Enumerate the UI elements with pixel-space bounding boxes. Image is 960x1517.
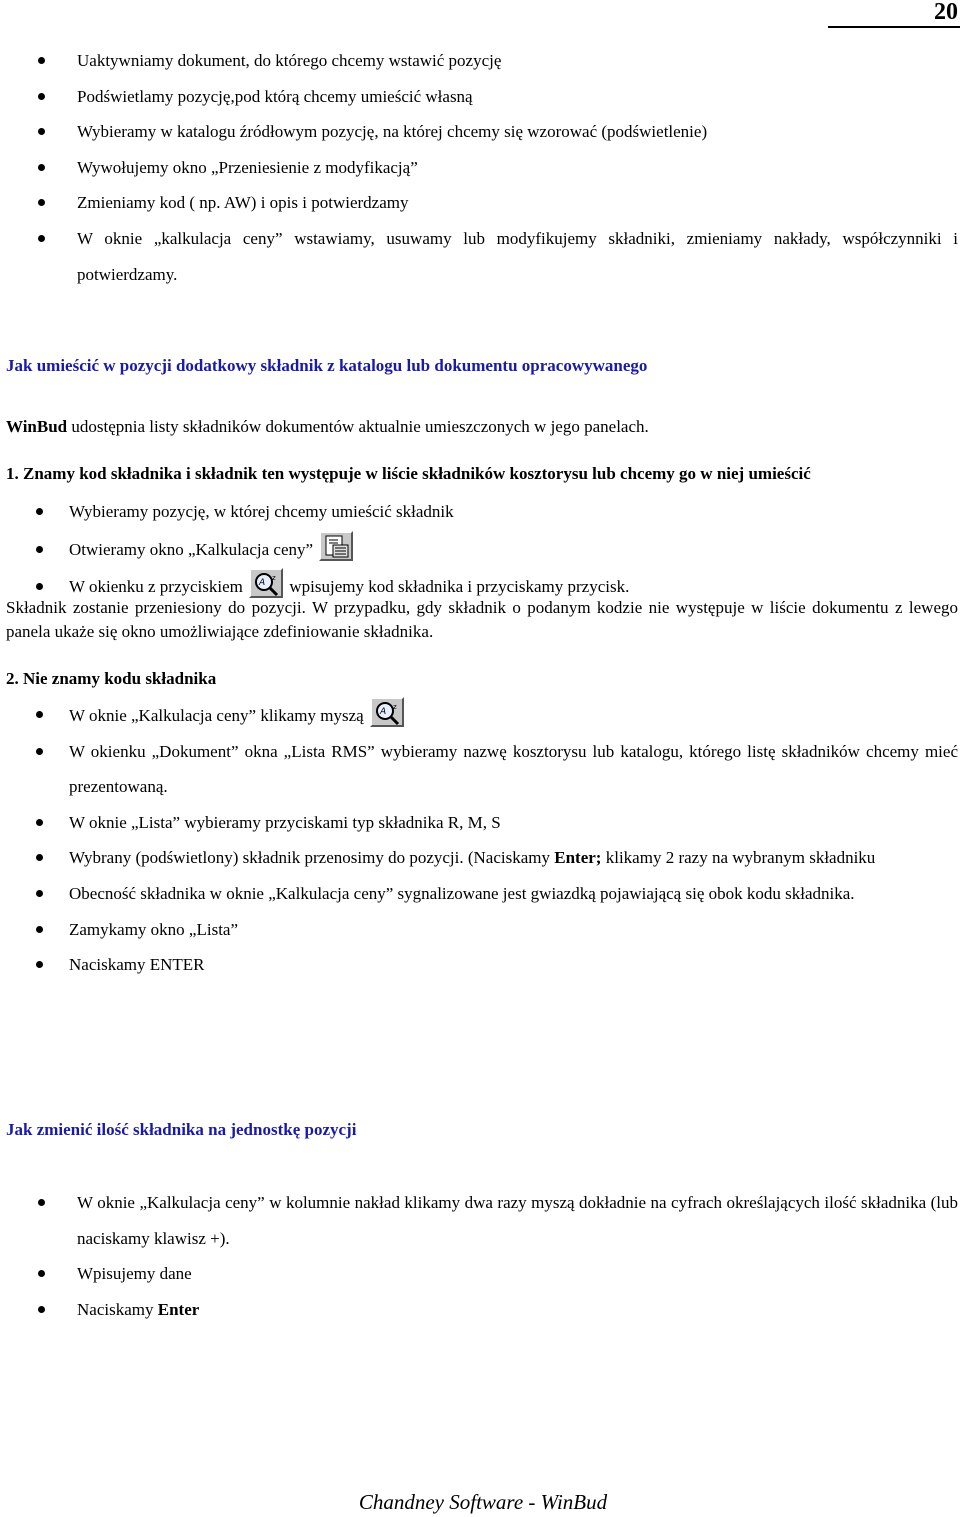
svg-text:A: A — [379, 707, 387, 717]
list-item-text: W okienku z przyciskiem — [69, 577, 243, 596]
list-item — [6, 840, 958, 876]
bullet-list-3 — [6, 697, 958, 983]
paragraph-text: udostępnia listy składników dokumentów aktualnie umieszczonych w jego panelach. — [67, 417, 649, 436]
bullet-list-4 — [6, 1185, 958, 1327]
list-item: Uaktywniamy dokument, do którego chcemy wstawić pozycję — [6, 43, 958, 79]
paragraph — [6, 415, 958, 439]
list-item — [6, 531, 958, 569]
search-az-icon — [249, 568, 283, 598]
list-item-text: Wybieramy pozycję, w której chcemy umieścić składnik — [69, 502, 454, 521]
section-heading: Jak zmienić ilość składnika na jednostkę pozycji — [6, 1120, 357, 1139]
list-item: W oknie „Lista” wybieramy przyciskami typ składnika R, M, S — [6, 805, 958, 841]
key-name: Enter; — [554, 848, 602, 868]
list-item: Wpisujemy dane — [6, 1256, 958, 1292]
list-item — [6, 697, 958, 734]
list-item-text: klikamy 2 razy na wybranym składniku — [601, 848, 876, 868]
numbered-heading-2: 2. Nie znamy kodu składnika — [6, 669, 217, 688]
list-item: Naciskamy ENTER — [6, 947, 958, 983]
paragraph: Składnik zostanie przeniesiony do pozycji. W przypadku, gdy składnik o podanym kodzie nie występuje w liście dokumentu z lewego panela ukaże się okno umożliwiające zdefiniowanie składnika. — [6, 598, 958, 641]
key-name: Enter — [157, 1299, 200, 1319]
list-item: Podświetlamy pozycję,pod którą chcemy umieścić własną — [6, 79, 958, 115]
list-item: Zamykamy okno „Lista” — [6, 912, 958, 948]
page-footer: Chandney Software - WinBud — [358, 1490, 608, 1514]
list-item: Zmieniamy kod ( np. AW) i opis i potwierdzamy — [6, 185, 958, 221]
bullet-list-2 — [6, 493, 958, 606]
svg-text:z: z — [272, 574, 276, 582]
list-item-text: Wybrany (podświetlony) składnik przenosimy do pozycji. (Naciskamy — [69, 848, 555, 868]
list-item-text: wpisujemy kod składnika i przyciskamy przycisk. — [289, 577, 630, 596]
list-item — [6, 493, 958, 531]
section-heading: Jak umieścić w pozycji dodatkowy składnik z katalogu lub dokumentu opracowywanego — [6, 356, 648, 375]
list-item-text: W oknie „Kalkulacja ceny” klikamy myszą — [69, 706, 364, 725]
list-item: Obecność składnika w oknie „Kalkulacja ceny” sygnalizowane jest gwiazdką pojawiającą się obok kodu składnika. — [6, 876, 958, 912]
list-item: Wywołujemy okno „Przeniesienie z modyfikacją” — [6, 150, 958, 186]
list-item: W oknie „Kalkulacja ceny” w kolumnie nakład klikamy dwa razy myszą dokładnie na cyfrach określających ilość składnika (lub naciskamy klawisz +). — [6, 1185, 958, 1256]
list-item — [6, 1292, 958, 1328]
list-item-text: Otwieramy okno „Kalkulacja ceny” — [69, 539, 314, 559]
page-number: 20 — [828, 0, 960, 28]
svg-text:A: A — [259, 578, 266, 588]
list-item: Wybieramy w katalogu źródłowym pozycję, na której chcemy się wzorować (podświetlenie) — [6, 114, 958, 150]
list-item: W okienku „Dokument” okna „Lista RMS” wybieramy nazwę kosztorysu lub katalogu, którego listę składników chcemy mieć prezentowaną. — [6, 734, 958, 805]
product-name: WinBud — [6, 417, 68, 436]
list-item: W oknie „kalkulacja ceny” wstawiamy, usuwamy lub modyfikujemy składniki, zmieniamy nakłady, współczynniki i potwierdzamy. — [6, 221, 958, 292]
numbered-heading-1: 1. Znamy kod składnika i składnik ten występuje w liście składników kosztorysu lub chcemy go w niej umieścić — [6, 464, 811, 483]
search-az-icon — [370, 697, 404, 727]
list-item-text: Naciskamy — [77, 1299, 158, 1319]
calculator-icon — [319, 531, 353, 561]
bullet-list-1 — [6, 43, 958, 292]
svg-text:z: z — [392, 703, 397, 711]
